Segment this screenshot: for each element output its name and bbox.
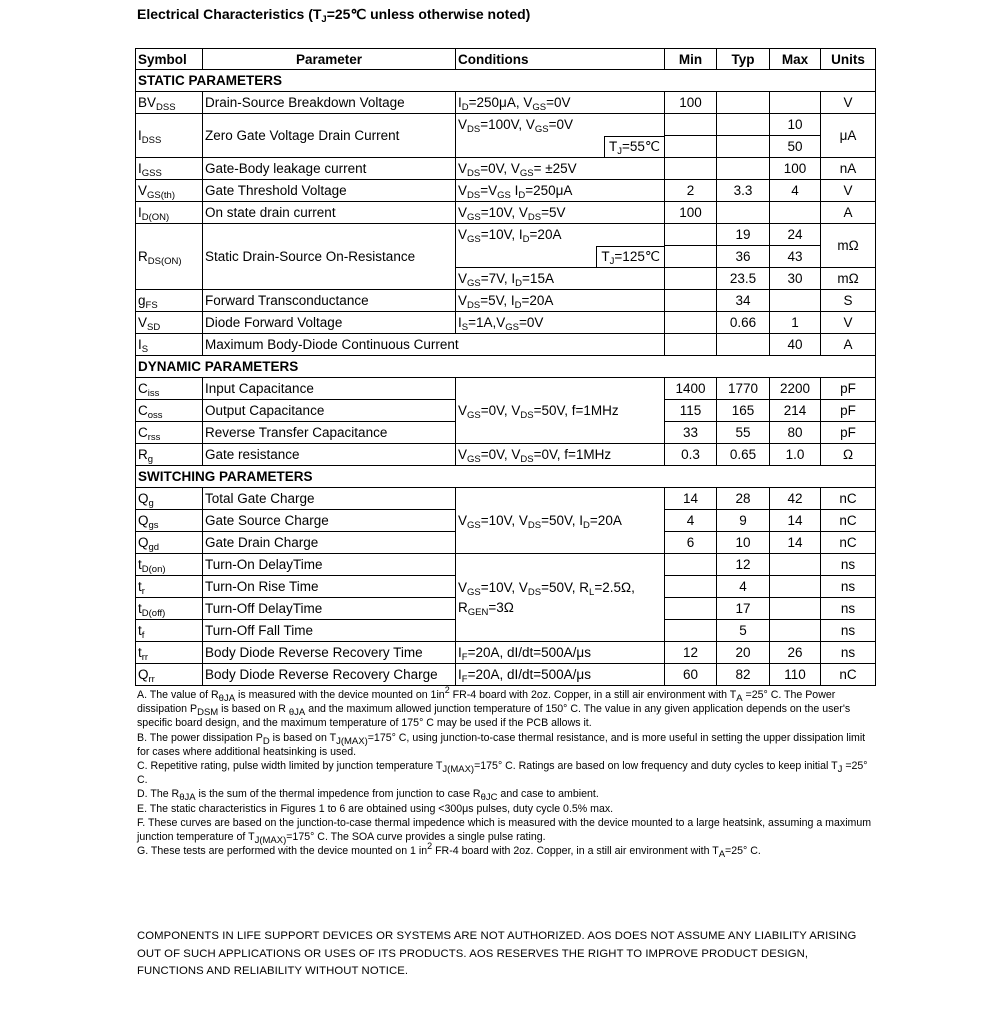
typ-cell: 4: [717, 576, 770, 598]
conditions-cell: $V_{GS}=0V$, $V_{DS}=0V$, f=1MHz: [456, 444, 665, 466]
typ-cell: 36: [717, 246, 770, 268]
max-cell: 24: [770, 224, 821, 246]
conditions-cell: $V_{GS}=7V$, $I_D=15A$: [456, 268, 665, 290]
typ-cell: [717, 136, 770, 158]
max-cell: [770, 92, 821, 114]
unit-cell: pF: [821, 400, 876, 422]
typ-cell: 19: [717, 224, 770, 246]
note-f: F. These curves are based on the junction-to-case thermal impedence which is measured with the device mounted to a large heatsink, assuming a maximum junction temperature of $T_{J(MAX)}=175^\circ$ C. The SOA curve provides a single pulse rating.: [137, 816, 872, 847]
unit-cell: nC: [821, 532, 876, 554]
typ-cell: 28: [717, 488, 770, 510]
typ-cell: 1770: [717, 378, 770, 400]
min-cell: [665, 224, 717, 246]
max-cell: [770, 620, 821, 642]
conditions-cell: [456, 246, 665, 268]
table-row: [136, 290, 876, 312]
unit-cell: μA: [821, 114, 876, 158]
table-row: [136, 334, 876, 356]
max-cell: 14: [770, 510, 821, 532]
conditions-cell: $V_{GS}=0V$, $V_{DS}=50V$, f=1MHz: [456, 378, 665, 444]
unit-cell: ns: [821, 576, 876, 598]
min-cell: [665, 290, 717, 312]
parameter-cell: Input Capacitance: [203, 378, 456, 400]
table-row: [136, 378, 876, 400]
typ-cell: [717, 114, 770, 136]
table-row: [136, 664, 876, 686]
tj-condition: $T_J=55℃$: [604, 136, 664, 157]
symbol-cell: $g_{FS}$: [136, 290, 203, 312]
min-cell: 33: [665, 422, 717, 444]
max-cell: [770, 202, 821, 224]
unit-cell: pF: [821, 378, 876, 400]
conditions-cell: $V_{GS}=10V$, $V_{DS}=5V$: [456, 202, 665, 224]
conditions-cell: $V_{DS}=100V$, $V_{GS}=0V$: [456, 114, 665, 136]
parameter-cell: Drain-Source Breakdown Voltage: [203, 92, 456, 114]
min-cell: 6: [665, 532, 717, 554]
typ-cell: [717, 158, 770, 180]
header-typ: Typ: [717, 49, 770, 70]
parameter-cell: Turn-Off Fall Time: [203, 620, 456, 642]
header-parameter: Parameter: [203, 49, 456, 70]
symbol-cell: $I_S$: [136, 334, 203, 356]
conditions-cell: $V_{GS}=10V$, $V_{DS}=50V$, $I_D=20A$: [456, 488, 665, 554]
min-cell: [665, 136, 717, 158]
section-dynamic: DYNAMIC PARAMETERS: [136, 356, 876, 378]
table-row: [136, 180, 876, 202]
min-cell: 115: [665, 400, 717, 422]
typ-cell: 34: [717, 290, 770, 312]
max-cell: 50: [770, 136, 821, 158]
min-cell: 0.3: [665, 444, 717, 466]
min-cell: [665, 114, 717, 136]
max-cell: [770, 290, 821, 312]
table-header-row: [136, 49, 876, 70]
parameter-cell: Turn-On Rise Time: [203, 576, 456, 598]
typ-cell: [717, 92, 770, 114]
table-row: [136, 312, 876, 334]
note-d: D. The $R_{\theta JA}$ is the sum of the thermal impedence from junction to case $R_{\theta JC}$ and case to ambient.: [137, 788, 599, 804]
conditions-cell: $I_F=20A$, dI/dt=500A/μs: [456, 664, 665, 686]
unit-cell: S: [821, 290, 876, 312]
symbol-cell: $C_{rss}$: [136, 422, 203, 444]
unit-cell: nC: [821, 510, 876, 532]
symbol-cell: $t_{D(off)}$: [136, 598, 203, 620]
unit-cell: ns: [821, 642, 876, 664]
symbol-cell: $t_{D(on)}$: [136, 554, 203, 576]
min-cell: 1400: [665, 378, 717, 400]
max-cell: 26: [770, 642, 821, 664]
parameter-cell: Body Diode Reverse Recovery Charge: [203, 664, 456, 686]
typ-cell: 10: [717, 532, 770, 554]
typ-cell: 17: [717, 598, 770, 620]
section-switching: SWITCHING PARAMETERS: [136, 466, 876, 488]
max-cell: 4: [770, 180, 821, 202]
header-symbol: Symbol: [136, 49, 203, 70]
min-cell: [665, 158, 717, 180]
typ-cell: 0.66: [717, 312, 770, 334]
typ-cell: 5: [717, 620, 770, 642]
unit-cell: ns: [821, 598, 876, 620]
typ-cell: 3.3: [717, 180, 770, 202]
disclaimer-line: OUT OF SUCH APPLICATIONS OR USES OF ITS PRODUCTS. AOS RESERVES THE RIGHT TO IMPROVE PRODUCT DESIGN,: [137, 947, 809, 960]
symbol-cell: $Q_{gs}$: [136, 510, 203, 532]
min-cell: 60: [665, 664, 717, 686]
footnotes: [137, 685, 872, 861]
conditions-cell: $I_D=250\mu A$, $V_{GS}=0V$: [456, 92, 665, 114]
max-cell: [770, 598, 821, 620]
typ-cell: 165: [717, 400, 770, 422]
disclaimer-line: FUNCTIONS AND RELIABILITY WITHOUT NOTICE.: [137, 965, 409, 978]
header-min: Min: [665, 49, 717, 70]
min-cell: [665, 598, 717, 620]
min-cell: 2: [665, 180, 717, 202]
unit-cell: mΩ: [821, 224, 876, 268]
symbol-cell: $I_{D(ON)}$: [136, 202, 203, 224]
typ-cell: 9: [717, 510, 770, 532]
parameter-cell: Gate resistance: [203, 444, 456, 466]
min-cell: [665, 334, 717, 356]
conditions-cell: [456, 136, 665, 158]
typ-cell: 12: [717, 554, 770, 576]
max-cell: 42: [770, 488, 821, 510]
min-cell: 12: [665, 642, 717, 664]
parameter-cell: Body Diode Reverse Recovery Time: [203, 642, 456, 664]
note-c: C. Repetitive rating, pulse width limited by junction temperature $T_{J(MAX)}=175^\circ$ C. Ratings are based on low frequency and duty cycles to keep initial $T_J =25^\circ$ C.: [137, 760, 868, 787]
typ-cell: 0.65: [717, 444, 770, 466]
conditions-cell: $V_{DS}=0V$, $V_{GS}= \pm 25V$: [456, 158, 665, 180]
max-cell: 10: [770, 114, 821, 136]
section-static: STATIC PARAMETERS: [136, 70, 876, 92]
tj-condition: $T_J=125℃$: [596, 246, 664, 267]
max-cell: [770, 554, 821, 576]
parameter-cell: Turn-On DelayTime: [203, 554, 456, 576]
max-cell: 214: [770, 400, 821, 422]
unit-cell: ns: [821, 554, 876, 576]
unit-cell: nC: [821, 664, 876, 686]
table-row: [136, 224, 876, 246]
unit-cell: Ω: [821, 444, 876, 466]
parameter-cell: Total Gate Charge: [203, 488, 456, 510]
note-a: A. The value of $R_{\theta JA}$ is measured with the device mounted on $1in^2$ FR-4 board with 2oz. Copper, in a still air environment with $T_A =25^\circ$ C. The Power dissipation $P_{DSM}$ is based on R $_{\theta JA}$ and the maximum allowed junction temperature of 150° C. The value in any given application depends on the user's specific board design, and the maximum temperature of 175° C may be used if the PCB allows it.: [137, 685, 851, 730]
conditions-cell: $V_{DS}=5V$, $I_D=20A$: [456, 290, 665, 312]
min-cell: 14: [665, 488, 717, 510]
symbol-cell: $C_{oss}$: [136, 400, 203, 422]
parameter-cell: Reverse Transfer Capacitance: [203, 422, 456, 444]
note-b: B. The power dissipation $P_D$ is based on $T_{J(MAX)}=175^\circ$ C, using junction-to-case thermal resistance, and is more useful in setting the upper dissipation limit for cases where additional heatsinking is used.: [137, 731, 866, 758]
note-e: E. The static characteristics in Figures 1 to 6 are obtained using <300μs pulses, duty cycle 0.5% max.: [137, 802, 614, 815]
max-cell: 100: [770, 158, 821, 180]
symbol-cell: $R_g$: [136, 444, 203, 466]
min-cell: [665, 554, 717, 576]
conditions-cell: $V_{GS}=10V$, $I_D=20A$: [456, 224, 665, 246]
typ-cell: 55: [717, 422, 770, 444]
max-cell: 40: [770, 334, 821, 356]
disclaimer-line: COMPONENTS IN LIFE SUPPORT DEVICES OR SYSTEMS ARE NOT AUTHORIZED. AOS DOES NOT ASSUME ANY LIABILITY ARISING: [137, 930, 857, 942]
typ-cell: 20: [717, 642, 770, 664]
table-row: [136, 444, 876, 466]
page-title: Electrical Characteristics ($T_J=25℃$ unless otherwise noted): [137, 6, 531, 25]
symbol-cell: $t_r$: [136, 576, 203, 598]
symbol-cell: $t_f$: [136, 620, 203, 642]
header-max: Max: [770, 49, 821, 70]
typ-cell: 82: [717, 664, 770, 686]
max-cell: 2200: [770, 378, 821, 400]
min-cell: [665, 312, 717, 334]
unit-cell: nC: [821, 488, 876, 510]
conditions-cell: $I_S=1A,V_{GS}=0V$: [456, 312, 665, 334]
header-conditions: Conditions: [456, 49, 665, 70]
parameter-cell: Zero Gate Voltage Drain Current: [203, 114, 456, 158]
table-row: [136, 92, 876, 114]
table-row: [136, 158, 876, 180]
min-cell: [665, 620, 717, 642]
parameter-cell: Gate Source Charge: [203, 510, 456, 532]
unit-cell: V: [821, 92, 876, 114]
max-cell: 110: [770, 664, 821, 686]
symbol-cell: $Q_{rr}$: [136, 664, 203, 686]
min-cell: [665, 576, 717, 598]
symbol-cell: $V_{SD}$: [136, 312, 203, 334]
typ-cell: [717, 334, 770, 356]
parameter-cell: Diode Forward Voltage: [203, 312, 456, 334]
typ-cell: [717, 202, 770, 224]
parameter-cell: Static Drain-Source On-Resistance: [203, 224, 456, 290]
table-row: [136, 554, 876, 576]
max-cell: 1.0: [770, 444, 821, 466]
unit-cell: ns: [821, 620, 876, 642]
max-cell: 43: [770, 246, 821, 268]
parameter-cell: Turn-Off DelayTime: [203, 598, 456, 620]
unit-cell: A: [821, 334, 876, 356]
table-row: [136, 114, 876, 136]
max-cell: [770, 576, 821, 598]
parameter-cell: Forward Transconductance: [203, 290, 456, 312]
parameter-cell: Gate-Body leakage current: [203, 158, 456, 180]
parameter-cell: Gate Threshold Voltage: [203, 180, 456, 202]
symbol-cell: $V_{GS(th)}$: [136, 180, 203, 202]
table-row: [136, 642, 876, 664]
symbol-cell: $Q_{gd}$: [136, 532, 203, 554]
parameter-cell: Output Capacitance: [203, 400, 456, 422]
unit-cell: pF: [821, 422, 876, 444]
conditions-cell: $I_F=20A$, dI/dt=500A/μs: [456, 642, 665, 664]
symbol-cell: $R_{DS(ON)}$: [136, 224, 203, 290]
table-row: [136, 202, 876, 224]
symbol-cell: $C_{iss}$: [136, 378, 203, 400]
unit-cell: V: [821, 180, 876, 202]
max-cell: 1: [770, 312, 821, 334]
min-cell: 100: [665, 202, 717, 224]
header-units: Units: [821, 49, 876, 70]
disclaimer: [137, 928, 872, 981]
min-cell: [665, 246, 717, 268]
unit-cell: A: [821, 202, 876, 224]
electrical-characteristics-table: [135, 48, 876, 686]
min-cell: 100: [665, 92, 717, 114]
unit-cell: nA: [821, 158, 876, 180]
min-cell: 4: [665, 510, 717, 532]
note-g: G. These tests are performed with the device mounted on 1 $in^2$ FR-4 board with 2oz. Copper, in a still air environment with $T_A=25^\circ$ C.: [137, 841, 761, 861]
conditions-cell: $V_{DS}=V_{GS}$ $I_D=250\mu A$: [456, 180, 665, 202]
max-cell: 14: [770, 532, 821, 554]
conditions-cell: $V_{GS}=10V$, $V_{DS}=50V$, $R_L=2.5\Omega$, $R_{GEN}=3\Omega$: [456, 554, 665, 642]
symbol-cell: $I_{DSS}$: [136, 114, 203, 158]
max-cell: 80: [770, 422, 821, 444]
table-row: [136, 488, 876, 510]
parameter-cell: Gate Drain Charge: [203, 532, 456, 554]
min-cell: [665, 268, 717, 290]
parameter-cell: Maximum Body-Diode Continuous Current: [203, 334, 665, 356]
symbol-cell: $Q_g$: [136, 488, 203, 510]
max-cell: 30: [770, 268, 821, 290]
unit-cell: V: [821, 312, 876, 334]
symbol-cell: $BV_{DSS}$: [136, 92, 203, 114]
symbol-cell: $I_{GSS}$: [136, 158, 203, 180]
unit-cell: mΩ: [821, 268, 876, 290]
typ-cell: 23.5: [717, 268, 770, 290]
parameter-cell: On state drain current: [203, 202, 456, 224]
symbol-cell: $t_{rr}$: [136, 642, 203, 664]
